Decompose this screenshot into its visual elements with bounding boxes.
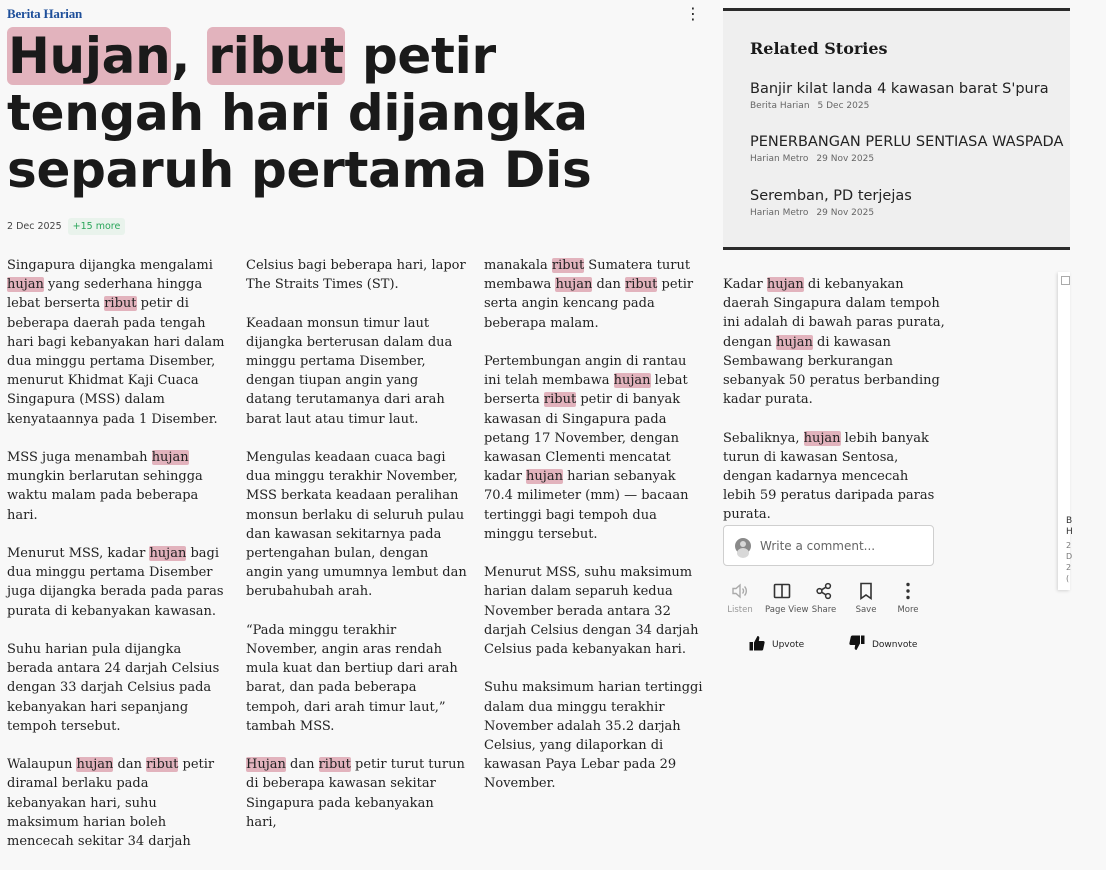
article-paragraph: Celsius bagi beberapa hari, lapor The Straits Times (ST). bbox=[246, 258, 466, 293]
share-label: Share bbox=[811, 605, 837, 615]
article-date: 2 Dec 2025 bbox=[7, 221, 62, 232]
side-card-title: B H bbox=[1066, 516, 1073, 537]
search-highlight: ribut bbox=[543, 392, 577, 408]
more-label: More bbox=[897, 605, 919, 615]
search-highlight: hujan bbox=[151, 450, 189, 466]
article-paragraph: “Pada minggu terakhir November, angin aras rendah mula kuat dan bertiup dari arah barat, dan pada beberapa tempoh, dari arah timur laut,” tambah MSS. bbox=[246, 622, 458, 734]
save-button[interactable] bbox=[849, 581, 883, 615]
article-paragraph: Sebaliknya, hujan lebih banyak turun di kawasan Sentosa, dengan kadarnya mencecah lebih 59 peratus daripada paras purata. bbox=[723, 430, 935, 523]
article-paragraph: Keadaan monsun timur laut dijangka berterusan dalam dua minggu pertama Disember, dengan tiupan angin yang datang terutamanya dari arah barat laut atau timur laut. bbox=[246, 315, 453, 427]
related-story-meta: Berita Harian 5 Dec 2025 bbox=[750, 101, 870, 111]
related-stories-heading: Related Stories bbox=[750, 39, 888, 58]
save-label: Save bbox=[855, 605, 877, 615]
related-story-meta: Harian Metro 29 Nov 2025 bbox=[750, 154, 875, 164]
search-highlight: hujan bbox=[766, 277, 804, 292]
highlight-ribut: ribut bbox=[208, 27, 344, 85]
article-paragraph: Kadar hujan di kebanyakan daerah Singapura dalam tempoh ini adalah di bawah paras purata, dengan hujan di kawasan Sembawang berkurangan sebanyak 50 peratus berbanding kadar purata. bbox=[723, 277, 945, 408]
search-highlight: hujan bbox=[149, 546, 187, 562]
related-story[interactable] bbox=[750, 188, 1080, 218]
search-highlight: ribut bbox=[104, 296, 137, 312]
downvote-button[interactable] bbox=[849, 635, 917, 654]
search-highlight: ribut bbox=[551, 258, 585, 273]
search-highlight: hujan bbox=[76, 757, 114, 773]
broken-image-icon bbox=[1061, 276, 1070, 285]
comment-placeholder: Write a comment... bbox=[760, 538, 876, 553]
search-highlight: hujan bbox=[526, 469, 563, 485]
page-view-button[interactable] bbox=[765, 581, 809, 615]
side-recommendation-card[interactable] bbox=[1058, 272, 1073, 590]
related-story-title[interactable]: Banjir kilat landa 4 kawasan barat S'pura bbox=[750, 81, 1049, 97]
upvote-button[interactable] bbox=[749, 635, 804, 654]
article-column-4 bbox=[723, 275, 945, 544]
related-stories-panel bbox=[723, 8, 1070, 250]
page-view-icon bbox=[765, 581, 799, 601]
article-actions-bar bbox=[723, 581, 933, 615]
thumbs-down-icon bbox=[849, 635, 865, 654]
search-highlight: ribut bbox=[146, 757, 179, 773]
related-story-title[interactable]: Seremban, PD terjejas bbox=[750, 188, 912, 204]
search-highlight: hujan bbox=[775, 334, 813, 350]
bookmark-icon bbox=[849, 581, 883, 601]
share-icon bbox=[807, 581, 841, 601]
related-story[interactable] bbox=[750, 134, 1080, 164]
related-story-title[interactable]: PENERBANGAN PERLU SENTIASA WASPADA bbox=[750, 134, 1064, 150]
article-paragraph: Menurut MSS, kadar hujan bagi dua minggu pertama Disember juga dijangka berada pada paras purata di kebanyakan kawasan. bbox=[7, 546, 224, 619]
search-highlight: hujan bbox=[613, 373, 651, 389]
article-column-2 bbox=[246, 256, 468, 851]
article-paragraph: Singapura dijangka mengalami hujan yang sederhana hingga lebat berserta ribut petir di beberapa daerah pada tengah hari bagi kebanyakan hari dalam dua minggu pertama Disember, menurut Khidmat Kaji Cuaca Singapura (MSS) dalam kenyataannya pada 1 Disember. bbox=[7, 258, 225, 427]
thumbs-up-icon bbox=[749, 635, 765, 654]
listen-button[interactable] bbox=[723, 581, 757, 615]
article-paragraph: Pertembungan angin di rantau ini telah membawa hujan lebat berserta ribut petir di banyak kawasan di Singapura pada petang 17 November, dengan kawasan Clementi mencatat kadar hujan harian sebanyak 70.4 milimeter (mm) — bacaan tertinggi bagi tempoh dua minggu tersebut. bbox=[484, 354, 689, 542]
article-meta bbox=[7, 218, 125, 235]
highlight-hujan: Hujan bbox=[8, 27, 171, 85]
article-title: Hujan, ribut petir tengah hari dijangka separuh pertama Dis bbox=[7, 27, 592, 199]
downvote-label: Downvote bbox=[872, 639, 918, 650]
more-vertical-icon bbox=[891, 581, 925, 601]
more-sources-badge[interactable]: +15 more bbox=[68, 218, 126, 235]
more-options-icon[interactable]: ⋮ bbox=[685, 4, 701, 23]
listen-label: Listen bbox=[727, 605, 753, 615]
page-view-label: Page View bbox=[765, 605, 809, 615]
user-avatar-icon bbox=[735, 538, 751, 554]
article-paragraph: Hujan dan ribut petir turut turun di beberapa kawasan sekitar Singapura pada kebanyakan hari, bbox=[246, 757, 465, 830]
upvote-label: Upvote bbox=[772, 639, 805, 650]
comment-input[interactable] bbox=[723, 525, 934, 566]
article-paragraph: Mengulas keadaan cuaca bagi dua minggu terakhir November, MSS berkata keadaan peralihan monsun berlaku di seluruh pulau dan kawasan sekitarnya pada pertengahan bulan, dengan angin yang umumnya lembut dan berubahubah arah. bbox=[246, 450, 467, 600]
article-column-1 bbox=[7, 256, 229, 870]
related-story-meta: Harian Metro 29 Nov 2025 bbox=[750, 208, 875, 218]
publisher-logo[interactable]: Berita Harian bbox=[7, 6, 83, 21]
search-highlight: hujan bbox=[7, 277, 44, 293]
article-paragraph: manakala ribut Sumatera turut membawa hujan dan ribut petir serta angin kencang pada beberapa malam. bbox=[484, 258, 694, 331]
search-highlight: Hujan bbox=[246, 757, 286, 773]
article-paragraph: MSS juga menambah hujan mungkin berlarutan sehingga waktu malam pada beberapa hari. bbox=[7, 450, 203, 523]
side-card-meta: 2 D 2 ( bbox=[1066, 541, 1073, 583]
related-story[interactable] bbox=[750, 81, 1080, 111]
article-paragraph: Menurut MSS, suhu maksimum harian dalam separuh kedua November berada antara 32 darjah Celsius dengan 34 darjah Celsius pada kebanyakan hari. bbox=[484, 565, 699, 658]
share-button[interactable] bbox=[807, 581, 841, 615]
search-highlight: ribut bbox=[318, 757, 351, 773]
article-column-3 bbox=[484, 256, 706, 813]
more-button[interactable] bbox=[891, 581, 925, 615]
search-highlight: hujan bbox=[803, 430, 841, 446]
article-paragraph: Suhu harian pula dijangka berada antara 24 darjah Celsius dengan 33 darjah Celsius pada kebanyakan hari sepanjang tempoh tersebut. bbox=[7, 642, 220, 734]
article-paragraph: Suhu maksimum harian tertinggi dalam dua minggu terakhir November adalah 35.2 darjah Celsius, yang dilaporkan di kawasan Paya Lebar pada 29 November. bbox=[484, 680, 703, 792]
search-highlight: ribut bbox=[625, 277, 658, 293]
speaker-icon bbox=[723, 581, 757, 601]
search-highlight: hujan bbox=[555, 277, 593, 293]
article-paragraph: Walaupun hujan dan ribut petir diramal berlaku pada kebanyakan hari, suhu maksimum harian boleh mencecah sekitar 34 darjah bbox=[7, 757, 215, 850]
